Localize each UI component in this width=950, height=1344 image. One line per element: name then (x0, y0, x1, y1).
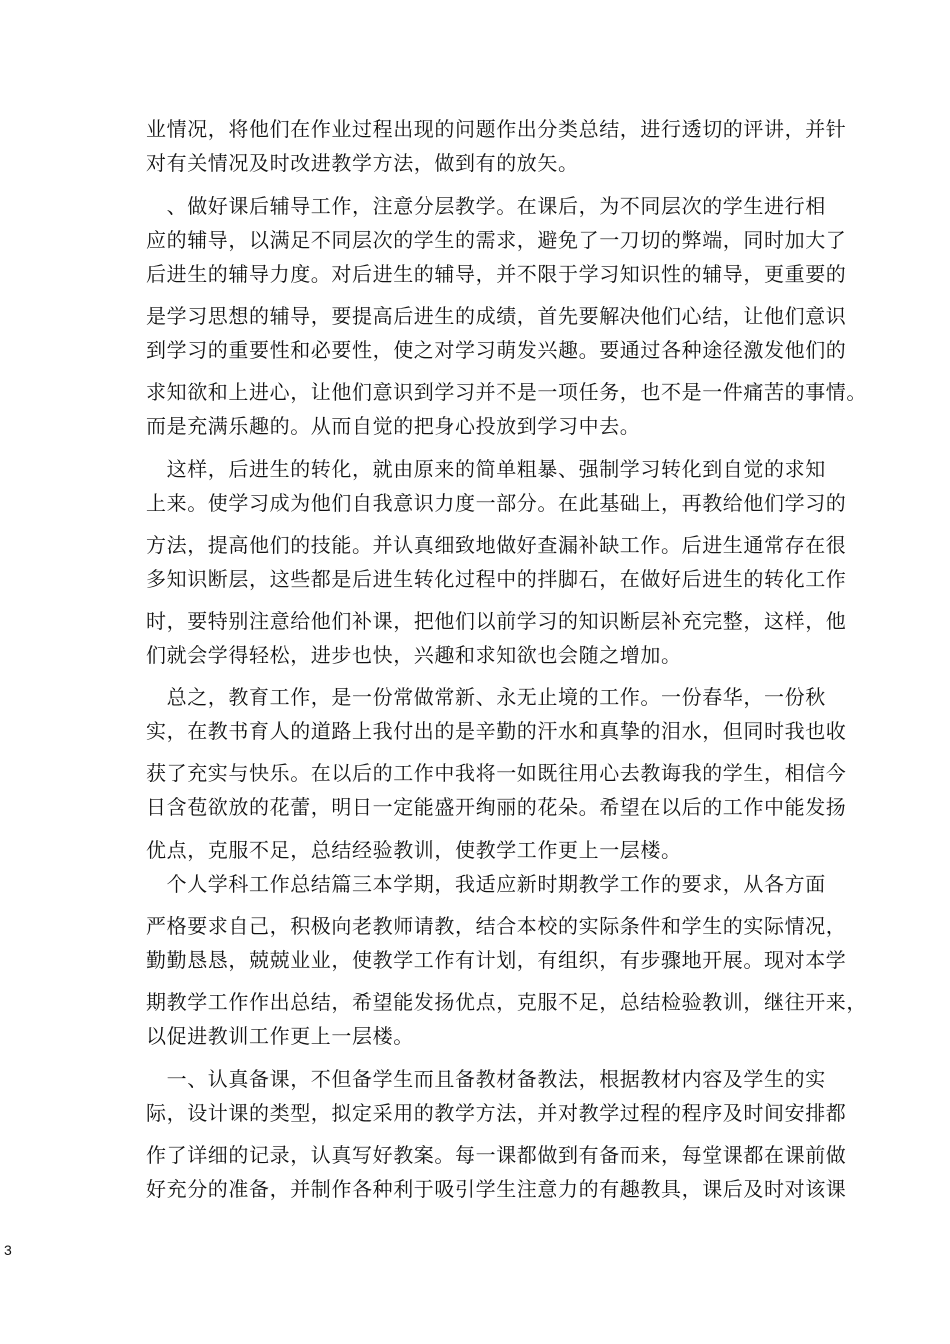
text-line: 严格要求自己，积极向老教师请教，结合本校的实际条件和学生的实际情况， (146, 914, 847, 938)
text-line: 一、认真备课，不但备学生而且备教材备教法，根据教材内容及学生的实 (146, 1067, 826, 1091)
text-line: 们就会学得轻松，进步也快，兴趣和求知欲也会随之增加。 (146, 643, 682, 667)
text-line: 个人学科工作总结篇三本学期，我适应新时期教学工作的要求，从各方面 (146, 872, 826, 896)
text-line: 而是充满乐趣的。从而自觉的把身心投放到学习中去。 (146, 414, 641, 438)
text-line: 方法，提高他们的技能。并认真细致地做好查漏补缺工作。后进生通常存在很 (146, 533, 847, 557)
text-line: 上来。使学习成为他们自我意识力度一部分。在此基础上，再教给他们学习的 (146, 491, 847, 515)
text-line: 际，设计课的类型，拟定采用的教学方法，并对教学过程的程序及时间安排都 (146, 1101, 847, 1125)
text-line: 、做好课后辅导工作，注意分层教学。在课后，为不同层次的学生进行相 (146, 194, 826, 218)
text-line: 时，要特别注意给他们补课，把他们以前学习的知识断层补充完整，这样，他 (146, 609, 847, 633)
text-line: 勤勤恳恳，兢兢业业，使教学工作有计划，有组织，有步骤地开展。现对本学 (146, 948, 847, 972)
text-line: 优点，克服不足，总结经验教训，使教学工作更上一层楼。 (146, 838, 682, 862)
text-line: 日含苞欲放的花蕾，明日一定能盛开绚丽的花朵。希望在以后的工作中能发扬 (146, 795, 847, 819)
text-line: 总之，教育工作，是一份常做常新、永无止境的工作。一份春华，一份秋 (146, 685, 826, 709)
text-line: 获了充实与快乐。在以后的工作中我将一如既往用心去教诲我的学生，相信今 (146, 761, 847, 785)
text-line: 实，在教书育人的道路上我付出的是辛勤的汗水和真挚的泪水，但同时我也收 (146, 719, 847, 743)
text-line: 应的辅导，以满足不同层次的学生的需求，避免了一刀切的弊端，同时加大了 (146, 228, 847, 252)
text-line: 对有关情况及时改进教学方法，做到有的放矢。 (146, 151, 579, 175)
text-line: 这样，后进生的转化，就由原来的简单粗暴、强制学习转化到自觉的求知 (146, 457, 826, 481)
text-line: 期教学工作作出总结，希望能发扬优点，克服不足，总结检验教训，继往开来， (146, 990, 867, 1014)
text-line: 后进生的辅导力度。对后进生的辅导，并不限于学习知识性的辅导，更重要的 (146, 262, 847, 286)
text-line: 好充分的准备，并制作各种利于吸引学生注意力的有趣教具，课后及时对该课 (146, 1177, 847, 1201)
text-line: 到学习的重要性和必要性，使之对学习萌发兴趣。要通过各种途径激发他们的 (146, 338, 847, 362)
text-line: 是学习思想的辅导，要提高后进生的成绩，首先要解决他们心结，让他们意识 (146, 304, 847, 328)
text-line: 以促进教训工作更上一层楼。 (146, 1024, 414, 1048)
text-line: 求知欲和上进心，让他们意识到学习并不是一项任务，也不是一件痛苦的事情。 (146, 380, 867, 404)
text-line: 多知识断层，这些都是后进生转化过程中的拌脚石，在做好后进生的转化工作 (146, 567, 847, 591)
text-line: 作了详细的记录，认真写好教案。每一课都做到有备而来，每堂课都在课前做 (146, 1143, 847, 1167)
text-line: 业情况，将他们在作业过程出现的问题作出分类总结，进行透切的评讲，并针 (146, 117, 847, 141)
page-number: 3 (4, 1242, 12, 1258)
